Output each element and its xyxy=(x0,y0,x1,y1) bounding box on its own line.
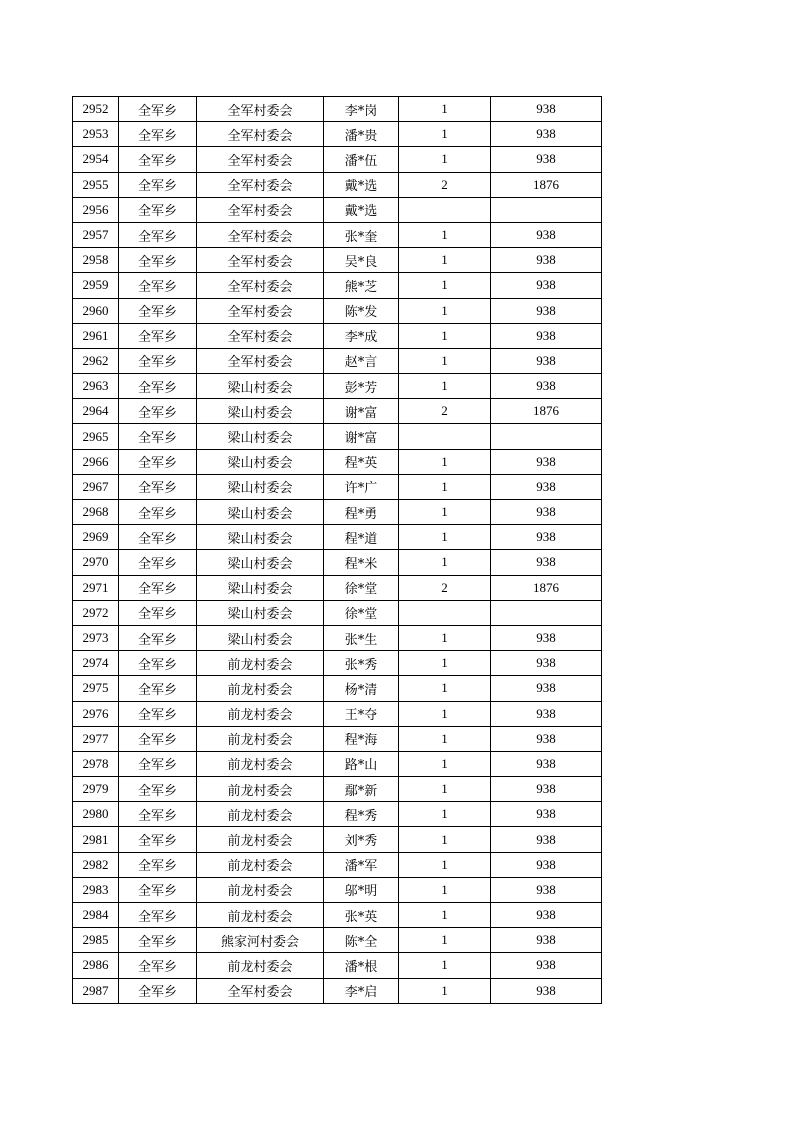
count-cell: 1 xyxy=(399,222,491,247)
village-committee-cell: 梁山村委会 xyxy=(197,550,324,575)
township-cell: 全军乡 xyxy=(119,97,197,122)
table-body xyxy=(73,97,602,1004)
table-row xyxy=(73,298,602,323)
person-name-cell: 鄢*新 xyxy=(324,777,399,802)
amount-cell xyxy=(491,600,602,625)
row-number-cell: 2956 xyxy=(73,197,119,222)
village-committee-cell: 梁山村委会 xyxy=(197,399,324,424)
count-cell: 1 xyxy=(399,298,491,323)
row-number-cell: 2963 xyxy=(73,374,119,399)
row-number-cell: 2986 xyxy=(73,953,119,978)
township-cell: 全军乡 xyxy=(119,676,197,701)
person-name-cell: 谢*富 xyxy=(324,424,399,449)
person-name-cell: 李*启 xyxy=(324,978,399,1003)
village-committee-cell: 前龙村委会 xyxy=(197,827,324,852)
village-committee-cell: 全军村委会 xyxy=(197,348,324,373)
row-number-cell: 2967 xyxy=(73,474,119,499)
person-name-cell: 陈*全 xyxy=(324,928,399,953)
count-cell: 1 xyxy=(399,525,491,550)
village-committee-cell: 前龙村委会 xyxy=(197,877,324,902)
table-row xyxy=(73,877,602,902)
township-cell: 全军乡 xyxy=(119,348,197,373)
count-cell: 1 xyxy=(399,348,491,373)
count-cell xyxy=(399,424,491,449)
township-cell: 全军乡 xyxy=(119,600,197,625)
count-cell: 1 xyxy=(399,777,491,802)
village-committee-cell: 全军村委会 xyxy=(197,97,324,122)
count-cell: 1 xyxy=(399,323,491,348)
amount-cell: 938 xyxy=(491,625,602,650)
table-row xyxy=(73,273,602,298)
village-committee-cell: 梁山村委会 xyxy=(197,474,324,499)
village-committee-cell: 全军村委会 xyxy=(197,197,324,222)
count-cell xyxy=(399,197,491,222)
village-committee-cell: 梁山村委会 xyxy=(197,525,324,550)
row-number-cell: 2960 xyxy=(73,298,119,323)
row-number-cell: 2985 xyxy=(73,928,119,953)
table-row xyxy=(73,97,602,122)
township-cell: 全军乡 xyxy=(119,953,197,978)
count-cell xyxy=(399,600,491,625)
table-row xyxy=(73,147,602,172)
count-cell: 1 xyxy=(399,500,491,525)
row-number-cell: 2984 xyxy=(73,903,119,928)
township-cell: 全军乡 xyxy=(119,751,197,776)
village-committee-cell: 梁山村委会 xyxy=(197,374,324,399)
table-row xyxy=(73,827,602,852)
count-cell: 1 xyxy=(399,248,491,273)
row-number-cell: 2975 xyxy=(73,676,119,701)
village-committee-cell: 全军村委会 xyxy=(197,298,324,323)
amount-cell: 938 xyxy=(491,827,602,852)
person-name-cell: 赵*言 xyxy=(324,348,399,373)
document-sheet xyxy=(72,96,602,1004)
table-row xyxy=(73,777,602,802)
row-number-cell: 2970 xyxy=(73,550,119,575)
amount-cell: 938 xyxy=(491,877,602,902)
township-cell: 全军乡 xyxy=(119,424,197,449)
village-committee-cell: 梁山村委会 xyxy=(197,600,324,625)
person-name-cell: 许*广 xyxy=(324,474,399,499)
amount-cell: 938 xyxy=(491,374,602,399)
township-cell: 全军乡 xyxy=(119,147,197,172)
township-cell: 全军乡 xyxy=(119,827,197,852)
amount-cell: 938 xyxy=(491,928,602,953)
table-row xyxy=(73,323,602,348)
amount-cell: 938 xyxy=(491,903,602,928)
amount-cell: 938 xyxy=(491,726,602,751)
row-number-cell: 2977 xyxy=(73,726,119,751)
person-name-cell: 彭*芳 xyxy=(324,374,399,399)
village-committee-cell: 全军村委会 xyxy=(197,978,324,1003)
count-cell: 1 xyxy=(399,852,491,877)
person-name-cell: 潘*根 xyxy=(324,953,399,978)
count-cell: 1 xyxy=(399,449,491,474)
village-committee-cell: 前龙村委会 xyxy=(197,953,324,978)
count-cell: 1 xyxy=(399,474,491,499)
village-committee-cell: 前龙村委会 xyxy=(197,802,324,827)
township-cell: 全军乡 xyxy=(119,399,197,424)
amount-cell: 938 xyxy=(491,222,602,247)
amount-cell: 938 xyxy=(491,651,602,676)
table-row xyxy=(73,525,602,550)
row-number-cell: 2973 xyxy=(73,625,119,650)
village-committee-cell: 前龙村委会 xyxy=(197,777,324,802)
person-name-cell: 邬*明 xyxy=(324,877,399,902)
person-name-cell: 潘*贵 xyxy=(324,122,399,147)
row-number-cell: 2954 xyxy=(73,147,119,172)
village-committee-cell: 全军村委会 xyxy=(197,248,324,273)
person-name-cell: 吴*良 xyxy=(324,248,399,273)
count-cell: 2 xyxy=(399,575,491,600)
amount-cell: 938 xyxy=(491,852,602,877)
table-row xyxy=(73,651,602,676)
count-cell: 1 xyxy=(399,374,491,399)
township-cell: 全军乡 xyxy=(119,651,197,676)
person-name-cell: 李*岗 xyxy=(324,97,399,122)
township-cell: 全军乡 xyxy=(119,726,197,751)
person-name-cell: 张*英 xyxy=(324,903,399,928)
amount-cell: 938 xyxy=(491,248,602,273)
table-row xyxy=(73,374,602,399)
count-cell: 1 xyxy=(399,550,491,575)
table-row xyxy=(73,248,602,273)
village-committee-cell: 梁山村委会 xyxy=(197,500,324,525)
township-cell: 全军乡 xyxy=(119,525,197,550)
village-committee-cell: 梁山村委会 xyxy=(197,625,324,650)
amount-cell: 938 xyxy=(491,323,602,348)
township-cell: 全军乡 xyxy=(119,777,197,802)
amount-cell: 938 xyxy=(491,298,602,323)
person-name-cell: 张*奎 xyxy=(324,222,399,247)
row-number-cell: 2982 xyxy=(73,852,119,877)
row-number-cell: 2980 xyxy=(73,802,119,827)
table-row xyxy=(73,625,602,650)
village-committee-cell: 熊家河村委会 xyxy=(197,928,324,953)
township-cell: 全军乡 xyxy=(119,550,197,575)
count-cell: 1 xyxy=(399,928,491,953)
count-cell: 1 xyxy=(399,877,491,902)
count-cell: 1 xyxy=(399,147,491,172)
row-number-cell: 2971 xyxy=(73,575,119,600)
count-cell: 1 xyxy=(399,651,491,676)
row-number-cell: 2979 xyxy=(73,777,119,802)
person-name-cell: 程*海 xyxy=(324,726,399,751)
count-cell: 1 xyxy=(399,676,491,701)
township-cell: 全军乡 xyxy=(119,298,197,323)
amount-cell xyxy=(491,424,602,449)
table-row xyxy=(73,600,602,625)
count-cell: 1 xyxy=(399,953,491,978)
table-row xyxy=(73,424,602,449)
table-row xyxy=(73,550,602,575)
village-committee-cell: 全军村委会 xyxy=(197,172,324,197)
row-number-cell: 2957 xyxy=(73,222,119,247)
table-row xyxy=(73,399,602,424)
count-cell: 1 xyxy=(399,97,491,122)
table-row xyxy=(73,802,602,827)
amount-cell: 938 xyxy=(491,777,602,802)
table-row xyxy=(73,978,602,1003)
person-name-cell: 刘*秀 xyxy=(324,827,399,852)
village-committee-cell: 前龙村委会 xyxy=(197,751,324,776)
row-number-cell: 2969 xyxy=(73,525,119,550)
table-row xyxy=(73,122,602,147)
subsidy-table xyxy=(72,96,602,1004)
person-name-cell: 徐*堂 xyxy=(324,600,399,625)
count-cell: 2 xyxy=(399,399,491,424)
amount-cell: 1876 xyxy=(491,399,602,424)
amount-cell: 938 xyxy=(491,273,602,298)
township-cell: 全军乡 xyxy=(119,903,197,928)
row-number-cell: 2983 xyxy=(73,877,119,902)
village-committee-cell: 全军村委会 xyxy=(197,222,324,247)
amount-cell: 1876 xyxy=(491,575,602,600)
township-cell: 全军乡 xyxy=(119,978,197,1003)
amount-cell xyxy=(491,197,602,222)
person-name-cell: 熊*芝 xyxy=(324,273,399,298)
township-cell: 全军乡 xyxy=(119,625,197,650)
township-cell: 全军乡 xyxy=(119,474,197,499)
table-row xyxy=(73,500,602,525)
person-name-cell: 杨*清 xyxy=(324,676,399,701)
person-name-cell: 王*夺 xyxy=(324,701,399,726)
amount-cell: 938 xyxy=(491,978,602,1003)
count-cell: 1 xyxy=(399,122,491,147)
count-cell: 1 xyxy=(399,802,491,827)
township-cell: 全军乡 xyxy=(119,172,197,197)
table-row xyxy=(73,726,602,751)
amount-cell: 938 xyxy=(491,449,602,474)
amount-cell: 938 xyxy=(491,97,602,122)
township-cell: 全军乡 xyxy=(119,273,197,298)
township-cell: 全军乡 xyxy=(119,701,197,726)
amount-cell: 938 xyxy=(491,701,602,726)
township-cell: 全军乡 xyxy=(119,248,197,273)
row-number-cell: 2965 xyxy=(73,424,119,449)
count-cell: 1 xyxy=(399,726,491,751)
amount-cell: 938 xyxy=(491,550,602,575)
amount-cell: 938 xyxy=(491,348,602,373)
count-cell: 1 xyxy=(399,903,491,928)
village-committee-cell: 全军村委会 xyxy=(197,122,324,147)
row-number-cell: 2972 xyxy=(73,600,119,625)
village-committee-cell: 前龙村委会 xyxy=(197,676,324,701)
row-number-cell: 2961 xyxy=(73,323,119,348)
row-number-cell: 2953 xyxy=(73,122,119,147)
township-cell: 全军乡 xyxy=(119,323,197,348)
village-committee-cell: 梁山村委会 xyxy=(197,575,324,600)
township-cell: 全军乡 xyxy=(119,197,197,222)
amount-cell: 938 xyxy=(491,500,602,525)
person-name-cell: 程*英 xyxy=(324,449,399,474)
township-cell: 全军乡 xyxy=(119,852,197,877)
village-committee-cell: 全军村委会 xyxy=(197,147,324,172)
person-name-cell: 张*生 xyxy=(324,625,399,650)
amount-cell: 938 xyxy=(491,474,602,499)
table-row xyxy=(73,575,602,600)
person-name-cell: 张*秀 xyxy=(324,651,399,676)
table-row xyxy=(73,348,602,373)
amount-cell: 938 xyxy=(491,751,602,776)
village-committee-cell: 全军村委会 xyxy=(197,273,324,298)
person-name-cell: 程*秀 xyxy=(324,802,399,827)
village-committee-cell: 梁山村委会 xyxy=(197,424,324,449)
village-committee-cell: 前龙村委会 xyxy=(197,903,324,928)
table-row xyxy=(73,449,602,474)
row-number-cell: 2952 xyxy=(73,97,119,122)
table-row xyxy=(73,197,602,222)
row-number-cell: 2987 xyxy=(73,978,119,1003)
count-cell: 1 xyxy=(399,827,491,852)
township-cell: 全军乡 xyxy=(119,449,197,474)
township-cell: 全军乡 xyxy=(119,928,197,953)
row-number-cell: 2978 xyxy=(73,751,119,776)
person-name-cell: 程*米 xyxy=(324,550,399,575)
person-name-cell: 谢*富 xyxy=(324,399,399,424)
amount-cell: 938 xyxy=(491,122,602,147)
person-name-cell: 徐*堂 xyxy=(324,575,399,600)
township-cell: 全军乡 xyxy=(119,222,197,247)
village-committee-cell: 前龙村委会 xyxy=(197,852,324,877)
village-committee-cell: 全军村委会 xyxy=(197,323,324,348)
person-name-cell: 戴*选 xyxy=(324,197,399,222)
township-cell: 全军乡 xyxy=(119,802,197,827)
table-row xyxy=(73,953,602,978)
table-row xyxy=(73,751,602,776)
township-cell: 全军乡 xyxy=(119,122,197,147)
row-number-cell: 2964 xyxy=(73,399,119,424)
row-number-cell: 2959 xyxy=(73,273,119,298)
person-name-cell: 路*山 xyxy=(324,751,399,776)
amount-cell: 938 xyxy=(491,525,602,550)
amount-cell: 938 xyxy=(491,802,602,827)
person-name-cell: 陈*发 xyxy=(324,298,399,323)
person-name-cell: 潘*伍 xyxy=(324,147,399,172)
person-name-cell: 李*成 xyxy=(324,323,399,348)
amount-cell: 1876 xyxy=(491,172,602,197)
village-committee-cell: 前龙村委会 xyxy=(197,726,324,751)
count-cell: 1 xyxy=(399,625,491,650)
township-cell: 全军乡 xyxy=(119,575,197,600)
count-cell: 1 xyxy=(399,273,491,298)
row-number-cell: 2962 xyxy=(73,348,119,373)
village-committee-cell: 前龙村委会 xyxy=(197,651,324,676)
township-cell: 全军乡 xyxy=(119,877,197,902)
row-number-cell: 2981 xyxy=(73,827,119,852)
row-number-cell: 2976 xyxy=(73,701,119,726)
township-cell: 全军乡 xyxy=(119,500,197,525)
count-cell: 1 xyxy=(399,751,491,776)
row-number-cell: 2966 xyxy=(73,449,119,474)
person-name-cell: 戴*选 xyxy=(324,172,399,197)
village-committee-cell: 前龙村委会 xyxy=(197,701,324,726)
township-cell: 全军乡 xyxy=(119,374,197,399)
village-committee-cell: 梁山村委会 xyxy=(197,449,324,474)
amount-cell: 938 xyxy=(491,147,602,172)
row-number-cell: 2974 xyxy=(73,651,119,676)
count-cell: 2 xyxy=(399,172,491,197)
table-row xyxy=(73,928,602,953)
amount-cell: 938 xyxy=(491,676,602,701)
row-number-cell: 2968 xyxy=(73,500,119,525)
table-row xyxy=(73,676,602,701)
person-name-cell: 程*道 xyxy=(324,525,399,550)
table-row xyxy=(73,852,602,877)
count-cell: 1 xyxy=(399,701,491,726)
person-name-cell: 潘*军 xyxy=(324,852,399,877)
amount-cell: 938 xyxy=(491,953,602,978)
table-row xyxy=(73,172,602,197)
count-cell: 1 xyxy=(399,978,491,1003)
person-name-cell: 程*勇 xyxy=(324,500,399,525)
table-row xyxy=(73,701,602,726)
table-row xyxy=(73,903,602,928)
table-row xyxy=(73,222,602,247)
table-row xyxy=(73,474,602,499)
row-number-cell: 2958 xyxy=(73,248,119,273)
row-number-cell: 2955 xyxy=(73,172,119,197)
